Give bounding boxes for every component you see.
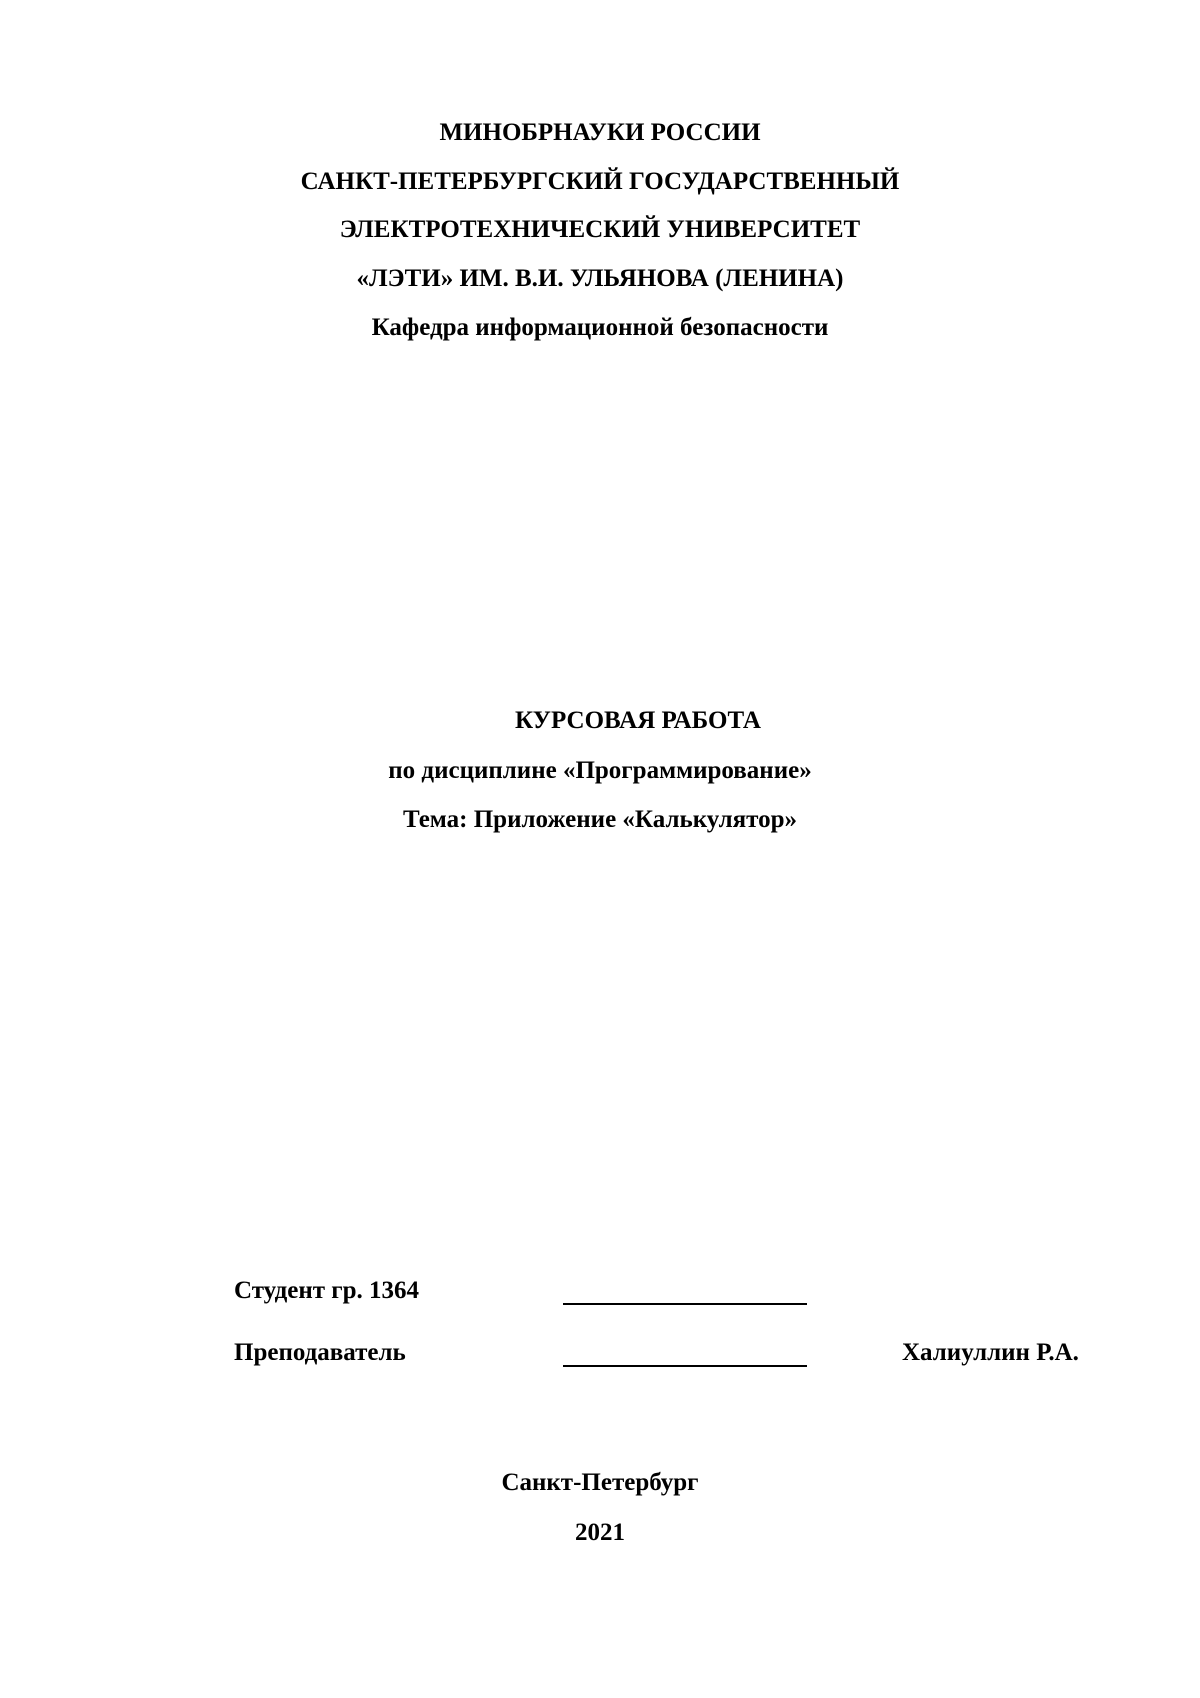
- university-name-line-2: ЭЛЕКТРОТЕХНИЧЕСКИЙ УНИВЕРСИТЕТ: [339, 216, 861, 243]
- year: 2021: [575, 1519, 625, 1546]
- department-name: Кафедра информационной безопасности: [371, 314, 829, 341]
- student-label: Студент гр. 1364: [234, 1277, 420, 1304]
- teacher-name: Халиуллин Р.А.: [902, 1339, 1079, 1366]
- discipline: по дисциплине «Программирование»: [388, 757, 812, 784]
- city: Санкт-Петербург: [501, 1469, 699, 1496]
- topic: Тема: Приложение «Калькулятор»: [402, 806, 798, 833]
- student-signature-line: [563, 1303, 807, 1305]
- university-name-line-3: «ЛЭТИ» ИМ. В.И. УЛЬЯНОВА (ЛЕНИНА): [356, 265, 844, 292]
- teacher-label: Преподаватель: [234, 1339, 406, 1366]
- university-name-line-1: САНКТ-ПЕТЕРБУРГСКИЙ ГОСУДАРСТВЕННЫЙ: [300, 168, 900, 195]
- document-type: КУРСОВАЯ РАБОТА: [515, 707, 761, 734]
- ministry-title: МИНОБРНАУКИ РОССИИ: [439, 119, 761, 146]
- teacher-signature-line: [563, 1365, 807, 1367]
